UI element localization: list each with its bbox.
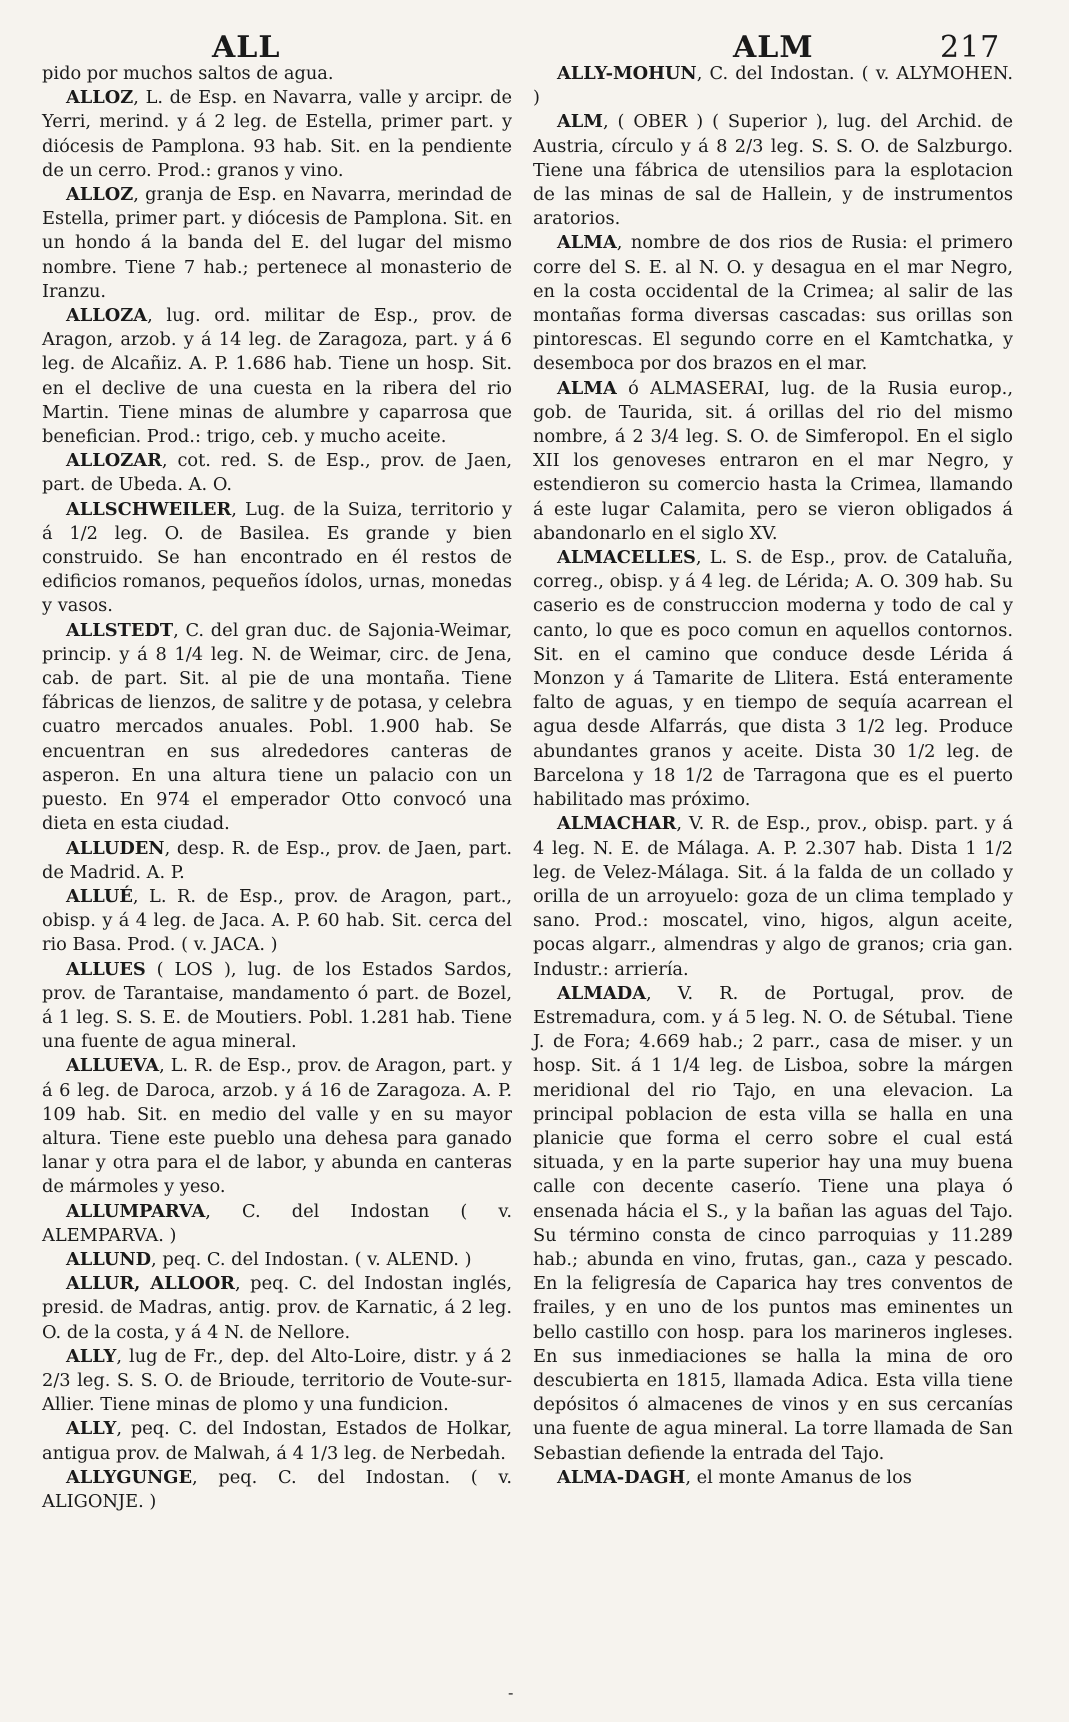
dictionary-entry bbox=[42, 183, 512, 304]
dictionary-entry bbox=[42, 885, 512, 958]
entry-headword: ALLUMPARVA bbox=[66, 1200, 206, 1222]
dictionary-entry bbox=[42, 86, 512, 183]
entry-text: , L. de Esp. en Navarra, valle y arcipr. de Yerri, merind. y á 2 leg. de Estella, primer part. y diócesis de Pamplona. 93 hab. Sit. en la pendiente de un cerro. Prod.: granos y vino. bbox=[42, 87, 512, 181]
right-guide-word: ALM bbox=[733, 30, 814, 65]
entry-headword: ALM bbox=[557, 111, 603, 133]
footer-mark: - bbox=[508, 1683, 514, 1702]
entry-headword: ALMACELLES bbox=[557, 547, 696, 569]
dictionary-entry bbox=[533, 546, 1013, 812]
dictionary-entry bbox=[42, 1417, 512, 1465]
entry-text: , nombre de dos rios de Rusia: el primero corre del S. E. al N. O. y desagua en el mar Negro, en la costa occidental de la Crimea; al salir de las montañas forma diversas cascadas: sus orillas son pintorescas. El segundo corre en el Kamtchatka, y desemboca por dos brazos en el mar. bbox=[533, 232, 1013, 375]
dictionary-entry bbox=[42, 1248, 512, 1272]
dictionary-entry bbox=[42, 1272, 512, 1345]
entry-headword: ALLY bbox=[66, 1418, 117, 1440]
dictionary-entry bbox=[42, 958, 512, 1055]
entry-headword: ALLOZAR bbox=[66, 450, 162, 472]
entry-text: , C. del gran duc. de Sajonia-Weimar, princip. y á 8 1/4 leg. N. de Weimar, circ. de Jena, cab. de part. Sit. al pie de una montaña. Tiene fábricas de lienzos, de salitre y de potasa, y celebra cuatro mercados anuales. Pobl. 1.900 hab. Se encuentran en sus alrededores canteras de asperon. En una altura tiene un palacio con un puesto. En 974 el emperador Otto convocó una dieta en esta ciudad. bbox=[42, 619, 512, 835]
entry-headword: ALLUES bbox=[66, 958, 146, 980]
entry-text: , lug de Fr., dep. del Alto-Loire, distr. y á 2 2/3 leg. S. S. O. de Brioude, territorio de Voute-sur-Allier. Tiene minas de plomo y una fundicion. bbox=[42, 1345, 512, 1416]
dictionary-entry bbox=[42, 1054, 512, 1199]
dictionary-entry bbox=[42, 304, 512, 449]
entry-text: , granja de Esp. en Navarra, merindad de Estella, primer part. y diócesis de Pamplona. Sit. en un hondo á la banda del E. del lugar del mismo nombre. Tiene 7 hab.; pertenece al monasterio de Iranzu. bbox=[42, 184, 512, 302]
entry-text: ó ALMASERAI, lug. de la Rusia europ., gob. de Taurida, sit. á orillas del rio del mismo nombre, á 2 3/4 leg. S. O. de Simferopol. En el siglo XII los genoveses entraron en el mar Negro, y estendieron su comercio hasta la Crimea, llamando á este lugar Calamita, pero se vieron obligados á abandonarlo en el siglo XV. bbox=[533, 377, 1013, 544]
entry-text: , L. R. de Esp., prov. de Aragon, part., obisp. y á 4 leg. de Jaca. A. P. 60 hab. Sit. cerca del rio Basa. Prod. ( v. JACA. ) bbox=[42, 885, 512, 956]
entry-headword: ALLY bbox=[66, 1345, 117, 1367]
entry-headword: ALMADA bbox=[557, 982, 646, 1004]
entry-headword: ALLUND bbox=[66, 1248, 152, 1270]
dictionary-entry bbox=[42, 1200, 512, 1248]
entry-text: , peq. C. del Indostan inglés, presid. de Madras, antig. prov. de Karnatic, á 2 leg. O. de la costa, y á 4 N. de Nellore. bbox=[42, 1273, 512, 1343]
entry-headword: ALLOZA bbox=[66, 305, 148, 327]
dictionary-entry bbox=[533, 110, 1013, 231]
dictionary-entry bbox=[533, 982, 1013, 1466]
page-number: 217 bbox=[940, 30, 1001, 65]
entry-headword: ALLUEVA bbox=[66, 1055, 160, 1077]
dictionary-entry bbox=[42, 498, 512, 619]
entry-headword: ALMA bbox=[557, 377, 617, 399]
entry-headword: ALLUDEN bbox=[66, 837, 165, 859]
dictionary-entry bbox=[533, 377, 1013, 546]
entry-text: , el monte Amanus de los bbox=[685, 1466, 912, 1488]
entry-headword: ALLYGUNGE bbox=[66, 1466, 193, 1488]
entry-text: , V. R. de Esp., prov., obisp. part. y á 4 leg. N. E. de Málaga. A. P. 2.307 hab. Dista 1 1/2 leg. de Velez-Málaga. Sit. á la falda de un collado y orilla de un arroyuelo: goza de un clima templado y sano. Prod.: moscatel, vino, higos, algun aceite, pocas algarr., almendras y algo de granos; cria gan. Industr.: arriería. bbox=[533, 813, 1013, 980]
entry-text: pido por muchos saltos de agua. bbox=[42, 63, 334, 84]
entry-headword: ALLSTEDT bbox=[66, 619, 174, 641]
entry-headword: ALLY-MOHUN bbox=[557, 63, 697, 84]
entry-text: , peq. C. del Indostan, Estados de Holkar, antigua prov. de Malwah, á 4 1/3 leg. de Nerbedah. bbox=[42, 1418, 512, 1464]
entry-headword: ALMACHAR bbox=[557, 813, 677, 835]
left-guide-word: ALL bbox=[212, 30, 281, 65]
page-header bbox=[0, 30, 1069, 64]
entry-text: , L. R. de Esp., prov. de Aragon, part. y á 6 leg. de Daroca, arzob. y á 16 de Zaragoza. A. P. 109 hab. Sit. en medio del valle y en su mayor altura. Tiene este pueblo una dehesa para ganado lanar y otra para el de labor, y abunda en canteras de mármoles y yeso. bbox=[42, 1055, 512, 1198]
entry-headword: ALLSCHWEILER bbox=[66, 498, 232, 520]
entry-text: , ( OBER ) ( Superior ), lug. del Archid. de Austria, círculo y á 8 2/3 leg. S. S. O. de Salzburgo. Tiene una fábrica de utensilios para la esplotacion de las minas de sal de Hallein, y de instrumentos aratorios. bbox=[533, 111, 1013, 230]
entry-text: , peq. C. del Indostan. ( v. ALEND. ) bbox=[151, 1248, 472, 1270]
entry-text: , desp. R. de Esp., prov. de Jaen, part. de Madrid. A. P. bbox=[42, 837, 512, 883]
entry-text: , cot. red. S. de Esp., prov. de Jaen, part. de Ubeda. A. O. bbox=[42, 450, 512, 496]
dictionary-entry bbox=[533, 1466, 1013, 1490]
dictionary-entry bbox=[42, 1345, 512, 1418]
left-column bbox=[42, 62, 512, 1514]
dictionary-entry bbox=[42, 837, 512, 885]
dictionary-entry bbox=[533, 812, 1013, 981]
entry-headword: ALMA-DAGH bbox=[557, 1466, 686, 1488]
dictionary-entry bbox=[42, 62, 512, 86]
entry-headword: ALLUR, ALLOOR bbox=[66, 1273, 235, 1295]
dictionary-entry bbox=[533, 231, 1013, 376]
dictionary-entry bbox=[533, 62, 1013, 110]
entry-headword: ALLOZ bbox=[66, 87, 134, 109]
dictionary-entry bbox=[42, 449, 512, 497]
dictionary-entry bbox=[42, 619, 512, 837]
dictionary-entry bbox=[42, 1466, 512, 1514]
entry-text: , V. R. de Portugal, prov. de Estremadura, com. y á 5 leg. N. O. de Sétubal. Tiene J. de Fora; 4.669 hab.; 2 parr., casa de miser. y un hosp. Sit. á 1 1/4 leg. de Lisboa, sobre la márgen meridional del rio Tajo, en una elevacion. La principal poblacion de esta villa se halla en una planicie que forma el cerro sobre el cual está situada, y en la parte superior hay una muy buena calle con decente caserío. Tiene una playa ó ensenada hácia el S., y la bañan las aguas del Tajo. Su término consta de cinco parroquias y 11.289 hab.; abunda en vino, frutas, gan., caza y pescado. En la feligresía de Caparica hay tres conventos de frailes, y en uno de los puntos mas eminentes un bello castillo con hosp. para los marineros ingleses. En sus inmediaciones se halla la mina de oro descubierta en 1815, llamada Adica. Esta villa tiene depósitos ó almacenes de vinos y en sus cercanías una fuente de agua mineral. La torre llamada de San Sebastian defiende la entrada del Tajo. bbox=[533, 982, 1013, 1464]
right-column bbox=[533, 62, 1013, 1490]
entry-headword: ALLOZ bbox=[66, 184, 134, 206]
entry-text: , lug. ord. militar de Esp., prov. de Aragon, arzob. y á 14 leg. de Zaragoza, part. y á 6 leg. de Alcañiz. A. P. 1.686 hab. Tiene un hosp. Sit. en el declive de una cuesta en la ribera del rio Martin. Tiene minas de alumbre y caparrosa que benefician. Prod.: trigo, ceb. y mucho aceite. bbox=[42, 305, 512, 448]
entry-text: , C. del Indostan. ( v. ALYMOHEN. ) bbox=[533, 63, 1013, 109]
entry-headword: ALLUÉ bbox=[66, 885, 133, 907]
entry-text: ( LOS ), lug. de los Estados Sardos, prov. de Tarantaise, mandamento ó part. de Bozel, á 1 leg. S. S. E. de Moutiers. Pobl. 1.281 hab. Tiene una fuente de agua mineral. bbox=[42, 958, 512, 1053]
entry-text: , C. del Indostan ( v. ALEMPARVA. ) bbox=[42, 1200, 512, 1246]
entry-text: , L. S. de Esp., prov. de Cataluña, correg., obisp. y á 4 leg. de Lérida; A. O. 309 hab. Su caserio es de construccion moderna y todo de cal y canto, lo que es poco comun en aquellos contornos. Sit. en el camino que conduce desde Lérida á Monzon y á Tamarite de Llitera. Está enteramente falto de aguas, y en tiempo de sequía acarrean el agua desde Alfarrás, que dista 3 1/2 leg. Produce abundantes granos y aceite. Dista 30 1/2 leg. de Barcelona y 18 1/2 de Tarragona que es el puerto habilitado mas próximo. bbox=[533, 547, 1013, 811]
entry-text: , peq. C. del Indostan. ( v. ALIGONJE. ) bbox=[42, 1466, 512, 1512]
entry-headword: ALMA bbox=[557, 232, 617, 254]
entry-text: , Lug. de la Suiza, territorio y á 1/2 leg. O. de Basilea. Es grande y bien construido. Se han encontrado en él restos de edificios romanos, pequeños ídolos, urnas, monedas y vasos. bbox=[42, 498, 512, 617]
